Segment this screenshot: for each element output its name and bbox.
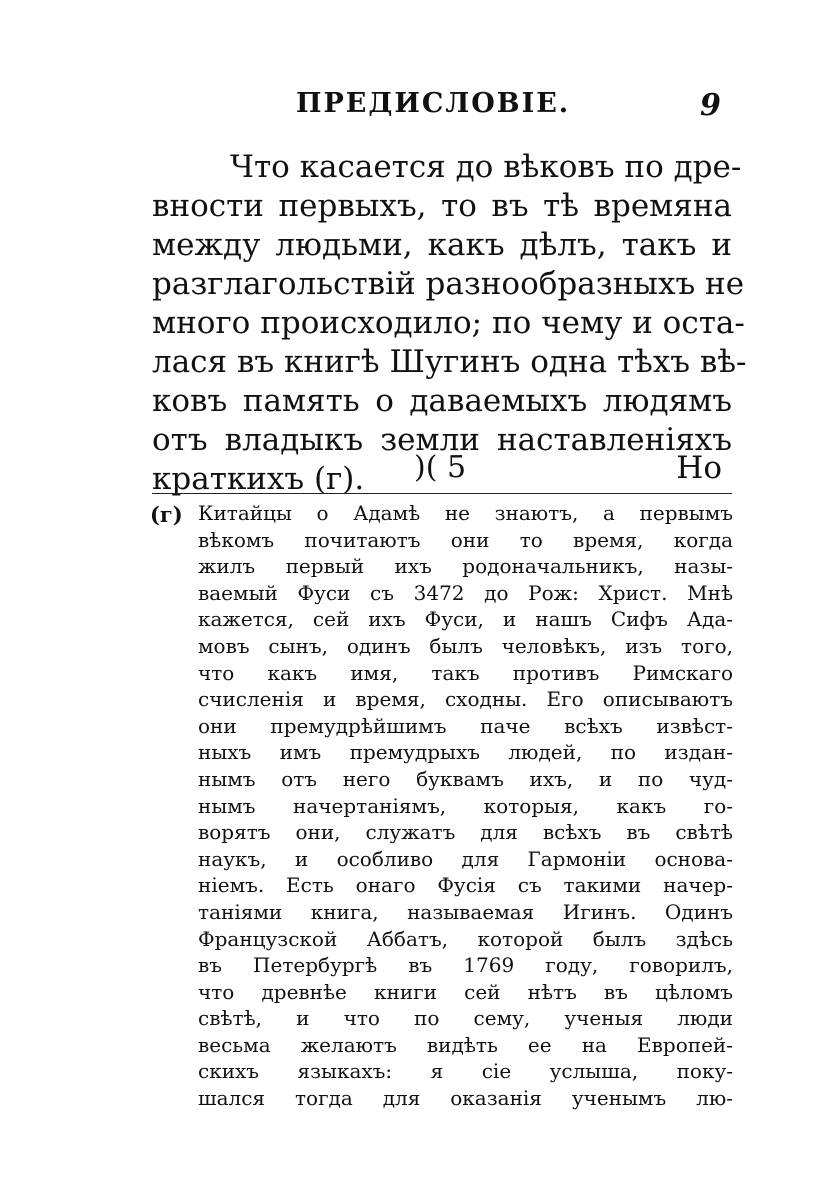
main-text-line: отъ владыкъ земли наставленіяхъ: [152, 422, 732, 458]
footnote-line: шался тогда для оказанія ученымъ лю-: [198, 1086, 733, 1111]
footnote-line: мовъ сынъ, одинъ былъ человѣкъ, изъ того,: [198, 633, 733, 658]
footnote-text: [198, 500, 733, 1112]
main-text-line: краткихъ (г).: [152, 461, 365, 497]
main-text-line: между людьми, какъ дѣлъ, такъ и: [152, 227, 732, 263]
footnote-line: Китайцы о Адамѣ не знаютъ, а первымъ: [198, 501, 733, 525]
footnote-line: скихъ языкахъ: я сіе услыша, поку-: [198, 1059, 733, 1084]
footnote-line: свѣтѣ, и что по сему, ученыя люди: [198, 1006, 733, 1031]
footnote-line: что древнѣе книги сей нѣтъ въ цѣломъ: [198, 979, 733, 1004]
footnote-line: ваемый Фуси съ 3472 до Рож: Христ. Мнѣ: [198, 580, 733, 605]
footnote-line: нымъ отъ него буквамъ ихъ, и по чуд-: [198, 766, 733, 791]
main-text-line: вности первыхъ, то въ тѣ времяна: [152, 188, 732, 224]
footnote-divider: [152, 493, 732, 494]
footnote-line: что какъ имя, такъ противъ Римскаго: [198, 660, 733, 685]
footnote-line: вѣкомъ почитаютъ они то время, когда: [198, 527, 733, 552]
signature-row: [152, 450, 732, 490]
main-text-line: много происходило; по чему и оста-: [152, 305, 745, 341]
footnote-line: въ Петербургѣ въ 1769 году, говорилъ,: [198, 953, 733, 978]
footnote-marker: (г): [150, 502, 183, 527]
footnote-line: таніями книга, называемая Игинъ. Одинъ: [198, 899, 733, 924]
main-paragraph: [152, 148, 747, 499]
main-text-line: разглагольствій разнообразныхъ не: [152, 266, 745, 302]
footnote-line: кажется, сей ихъ Фуси, и нашъ Сифъ Ада-: [198, 607, 733, 632]
footnote-line: счисленія и время, сходны. Его описываютъ: [198, 687, 733, 712]
footnote-line: нымъ начертаніямъ, которыя, какъ го-: [198, 793, 733, 818]
footnote-line: они премудрѣйшимъ паче всѣхъ извѣст-: [198, 713, 733, 738]
signature-mark: )( 5: [414, 450, 467, 485]
catchword: Но: [676, 450, 722, 486]
footnote-line: наукъ, и особливо для Гармоніи основа-: [198, 846, 733, 871]
footnote-line: ныхъ имъ премудрыхъ людей, по издан-: [198, 740, 733, 765]
footnote-line: ніемъ. Есть онаго Фусія съ такими начер-: [198, 873, 733, 898]
page-number: 9: [700, 88, 721, 123]
footnote-line: Французской Аббатъ, которой былъ здѣсь: [198, 926, 733, 951]
footnote-line: жилъ первый ихъ родоначальникъ, назы-: [198, 554, 733, 579]
footnote-line: ворятъ они, служатъ для всѣхъ въ свѣтѣ: [198, 820, 733, 845]
main-text-line: ковъ память о даваемыхъ людямъ: [152, 383, 732, 419]
main-text-line: лася въ книгѣ Шугинъ одна тѣхъ вѣ-: [152, 344, 747, 380]
main-text-line: Что касается до вѣковъ по дре-: [230, 149, 742, 185]
footnote-line: весьма желаютъ видѣть ее на Европей-: [198, 1032, 733, 1057]
running-header-title: ПРЕДИСЛОВІЕ.: [296, 88, 571, 119]
